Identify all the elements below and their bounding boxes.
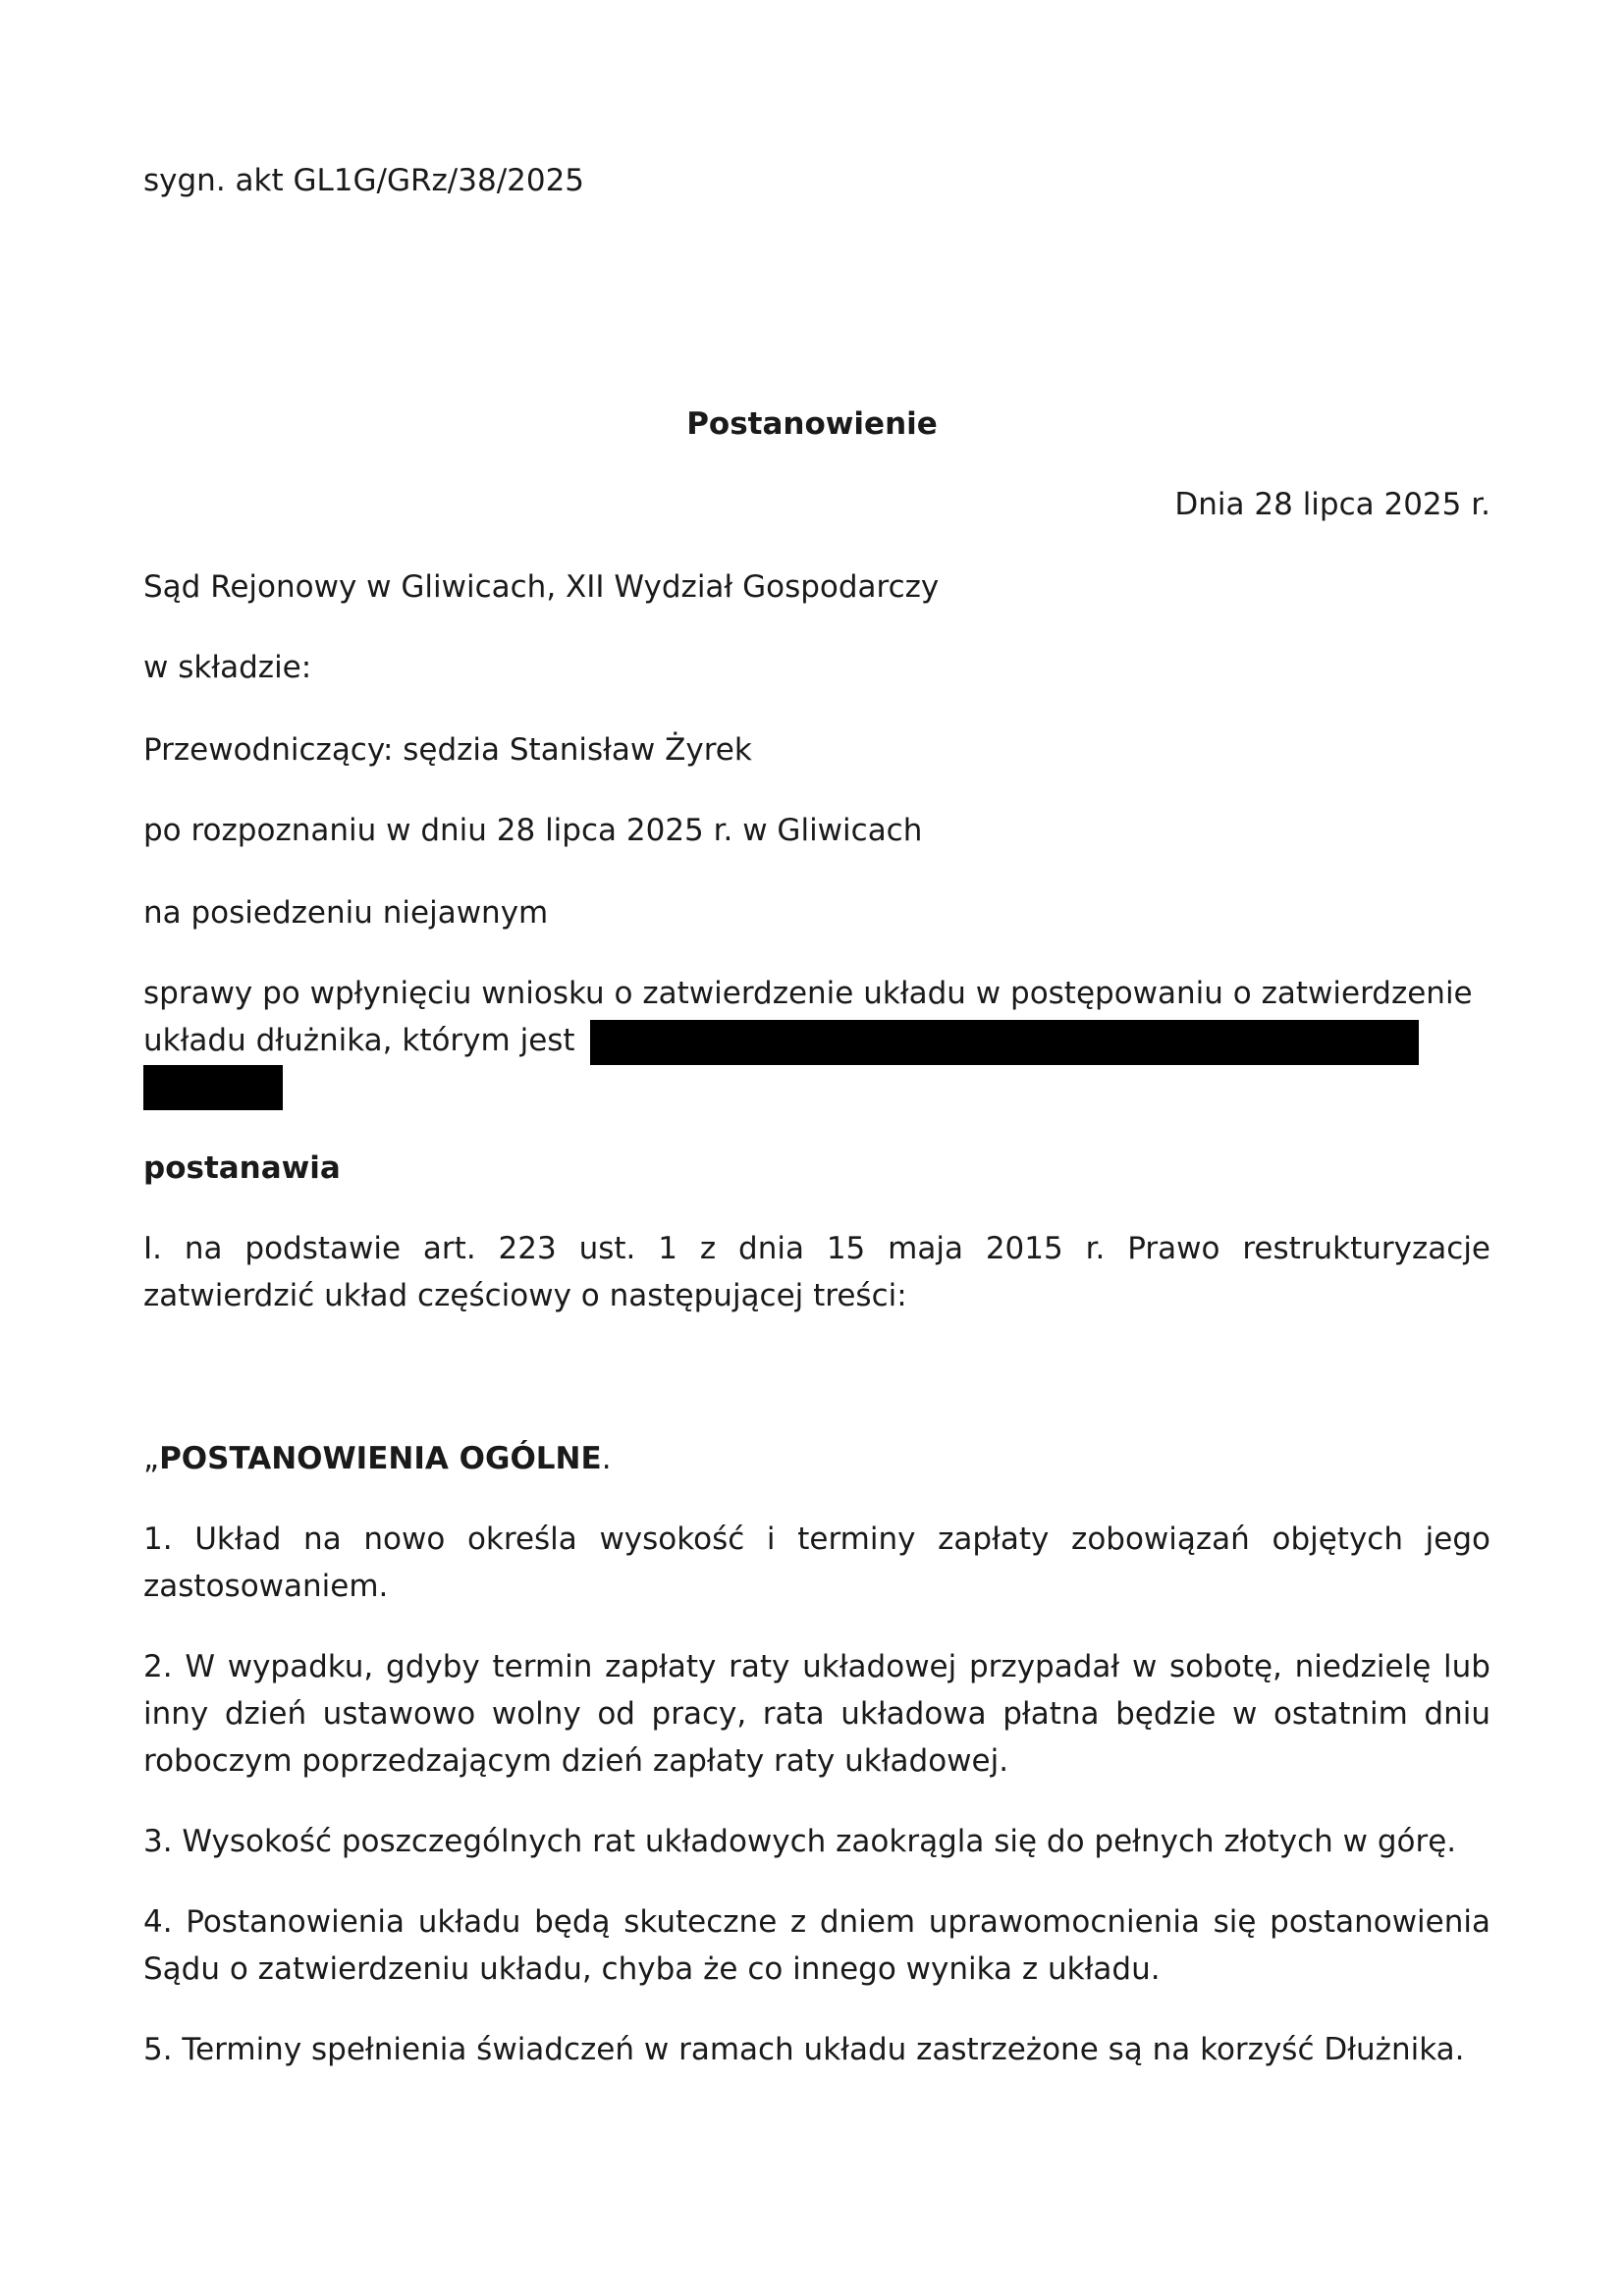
heading-quote-mark: „ <box>143 1441 160 1476</box>
heading-period: . <box>601 1441 612 1476</box>
general-provisions-heading <box>143 1435 612 1482</box>
provision-2: 2. W wypadku, gdyby termin zapłaty raty układowej przypadał w sobotę, niedzielę lub inny dzień ustawowo wolny od pracy, rata układowa płatna będzie w ostatnim dniu roboczym poprzedzającym dzień zapłaty raty układowej. <box>143 1649 1490 1779</box>
presiding-judge: Przewodniczący: sędzia Stanisław Żyrek <box>143 732 752 768</box>
provision-1: 1. Układ na nowo określa wysokość i terminy zapłaty zobowiązań objętych jego zastosowaniem. <box>143 1522 1490 1604</box>
session-type: na posiedzeniu niejawnym <box>143 895 549 931</box>
matter-line-2-prefix: układu dłużnika, którym jest <box>143 1023 575 1058</box>
ruling-point-1: I. na podstawie art. 223 ust. 1 z dnia 15 maja 2015 r. Prawo restrukturyzacje zatwierdzić układ częściowy o następującej treści: <box>143 1231 1490 1313</box>
provision-5: 5. Terminy spełnienia świadczeń w ramach układu zastrzeżone są na korzyść Dłużnika. <box>143 2032 1465 2067</box>
case-reference: sygn. akt GL1G/GRz/38/2025 <box>143 163 585 198</box>
hearing-line: po rozpoznaniu w dniu 28 lipca 2025 r. w Gliwicach <box>143 813 923 848</box>
heading-text: POSTANOWIENIA OGÓLNE <box>159 1441 602 1476</box>
redaction-block <box>143 1065 283 1110</box>
matter-line-3 <box>143 1062 283 1109</box>
date-line: Dnia 28 lipca 2025 r. <box>1174 487 1490 522</box>
court-name: Sąd Rejonowy w Gliwicach, XII Wydział Gospodarczy <box>143 569 940 605</box>
matter-line-2 <box>143 1017 1419 1065</box>
composition-label: w składzie: <box>143 650 312 685</box>
matter-line-1: sprawy po wpłynięciu wniosku o zatwierdzenie układu w postępowaniu o zatwierdzenie <box>143 976 1473 1011</box>
decides-label: postanawia <box>143 1150 341 1186</box>
provision-3: 3. Wysokość poszczególnych rat układowych zaokrągla się do pełnych złotych w górę. <box>143 1824 1457 1859</box>
provision-4: 4. Postanowienia układu będą skuteczne z dniem uprawomocnienia się postanowienia Sądu o zatwierdzeniu układu, chyba że co innego wynika z układu. <box>143 1904 1490 1987</box>
redaction-block <box>590 1020 1419 1065</box>
document-title: Postanowienie <box>686 406 938 442</box>
